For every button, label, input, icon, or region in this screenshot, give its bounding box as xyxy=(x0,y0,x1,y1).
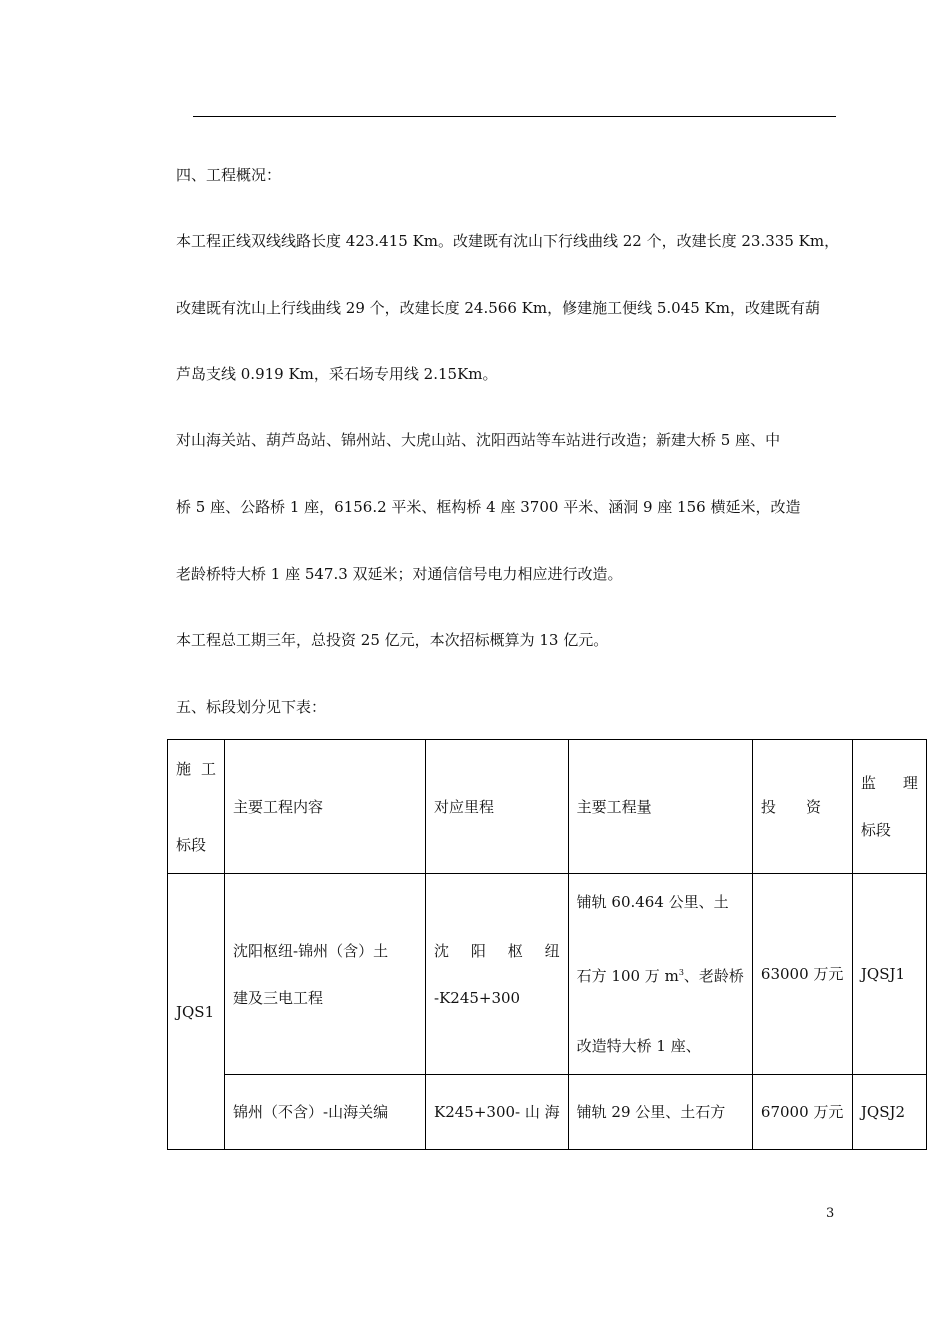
section-table xyxy=(167,739,927,1150)
header-section-cell: 施 工 标段 xyxy=(168,740,225,874)
overview-line-5: 桥 5 座、公路桥 1 座，6156.2 平米、框构桥 4 座 3700 平米、涵洞 9 座 156 横延米，改造 xyxy=(176,498,801,516)
overview-line-2: 改建既有沈山上行线曲线 29 个，改建长度 24.566 Km，修建施工便线 5.045 Km，改建既有葫 xyxy=(176,299,820,317)
section-4-heading: 四、工程概况： xyxy=(176,166,282,184)
quantity-cell: 铺轨 29 公里、土石方 xyxy=(568,1075,752,1150)
table-header-row xyxy=(168,740,927,874)
header-mileage-cell: 对应里程 xyxy=(426,740,569,874)
header-supervision-cell: 监 理 标段 xyxy=(852,740,926,874)
header-investment-cell: 投 资 xyxy=(752,740,852,874)
investment-cell: 63000 万元 xyxy=(752,874,852,1075)
content-cell: 沈阳枢纽-锦州（含）土 建及三电工程 xyxy=(225,874,426,1075)
overview-line-7: 本工程总工期三年，总投资 25 亿元，本次招标概算为 13 亿元。 xyxy=(176,631,609,649)
header-quantity-cell: 主要工程量 xyxy=(568,740,752,874)
mileage-cell: K245+300- 山 海 xyxy=(426,1075,569,1150)
investment-cell: 67000 万元 xyxy=(752,1075,852,1150)
overview-line-6: 老龄桥特大桥 1 座 547.3 双延米；对通信信号电力相应进行改造。 xyxy=(176,565,623,583)
overview-line-4: 对山海关站、葫芦岛站、锦州站、大虎山站、沈阳西站等车站进行改造；新建大桥 5 座、中 xyxy=(176,431,781,449)
overview-line-3: 芦岛支线 0.919 Km，采石场专用线 2.15Km。 xyxy=(176,365,498,383)
content-cell: 锦州（不含）-山海关编 xyxy=(225,1075,426,1150)
overview-line-1: 本工程正线双线线路长度 423.415 Km。改建既有沈山下行线曲线 22 个，改建长度 23.335 Km， xyxy=(176,232,840,250)
quantity-cell: 铺轨 60.464 公里、土 石方 100 万 $m^3$、老龄桥 改造特大桥 1 座、 xyxy=(568,874,752,1075)
header-content-cell: 主要工程内容 xyxy=(225,740,426,874)
supervision-cell: JQSJ2 xyxy=(852,1075,926,1150)
page-number: 3 xyxy=(826,1206,835,1221)
table-row xyxy=(168,874,927,1075)
section-code-cell: JQS1 xyxy=(168,874,225,1150)
section-5-heading: 五、标段划分见下表： xyxy=(176,698,327,716)
mileage-cell: 沈 阳 枢 纽 -K245+300 xyxy=(426,874,569,1075)
table-row xyxy=(168,1075,927,1150)
supervision-cell: JQSJ1 xyxy=(852,874,926,1075)
header-rule xyxy=(193,116,836,117)
